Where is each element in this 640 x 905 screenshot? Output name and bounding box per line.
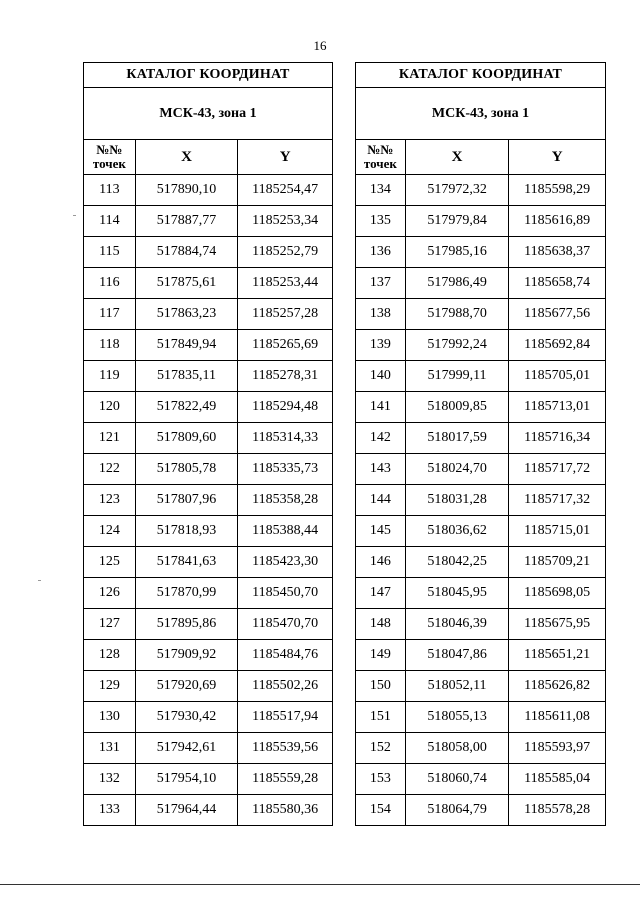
y-coordinate-cell: 1185578,28: [509, 795, 606, 826]
y-coordinate-cell: 1185638,37: [509, 237, 606, 268]
y-coordinate-cell: 1185709,21: [509, 547, 606, 578]
x-coordinate-cell: 517979,84: [405, 206, 509, 237]
x-coordinate-cell: 517895,86: [135, 609, 238, 640]
y-coordinate-cell: 1185626,82: [509, 671, 606, 702]
point-number-cell: 130: [84, 702, 136, 733]
table-row: [84, 547, 333, 578]
point-number-cell: 142: [356, 423, 406, 454]
y-coordinate-cell: 1185658,74: [509, 268, 606, 299]
x-coordinate-cell: 518052,11: [405, 671, 509, 702]
x-coordinate-cell: 517870,99: [135, 578, 238, 609]
table-row: [356, 485, 606, 516]
y-coordinate-cell: 1185716,34: [509, 423, 606, 454]
table-row: [84, 609, 333, 640]
table-row: [356, 671, 606, 702]
point-number-cell: 123: [84, 485, 136, 516]
x-coordinate-cell: 517986,49: [405, 268, 509, 299]
y-coordinate-cell: 1185314,33: [238, 423, 333, 454]
point-number-cell: 148: [356, 609, 406, 640]
page-number: 16: [313, 38, 327, 53]
point-number-cell: 122: [84, 454, 136, 485]
point-number-cell: 131: [84, 733, 136, 764]
y-coordinate-cell: 1185253,34: [238, 206, 333, 237]
y-coordinate-cell: 1185388,44: [238, 516, 333, 547]
point-number-cell: 120: [84, 392, 136, 423]
point-number-cell: 117: [84, 299, 136, 330]
y-coordinate-cell: 1185257,28: [238, 299, 333, 330]
y-coordinate-cell: 1185611,08: [509, 702, 606, 733]
x-coordinate-cell: 518017,59: [405, 423, 509, 454]
table-row: [356, 268, 606, 299]
table-row: [84, 764, 333, 795]
y-coordinate-cell: 1185423,30: [238, 547, 333, 578]
table-row: [84, 268, 333, 299]
table-row: [84, 392, 333, 423]
point-number-cell: 127: [84, 609, 136, 640]
y-header: Y: [238, 140, 333, 175]
table-row: [356, 516, 606, 547]
point-number-cell: 135: [356, 206, 406, 237]
table-row: [84, 516, 333, 547]
table-row: [356, 609, 606, 640]
scan-speck: [73, 215, 76, 216]
x-coordinate-cell: 517835,11: [135, 361, 238, 392]
x-coordinate-cell: 518060,74: [405, 764, 509, 795]
x-coordinate-cell: 518036,62: [405, 516, 509, 547]
point-number-header: №№ точек: [84, 140, 136, 175]
coordinate-system: МСК-43, зона 1: [84, 88, 333, 140]
table-row: [356, 454, 606, 485]
table-row: [356, 423, 606, 454]
table-row: [356, 640, 606, 671]
y-coordinate-cell: 1185470,70: [238, 609, 333, 640]
y-header: Y: [509, 140, 606, 175]
y-coordinate-cell: 1185278,31: [238, 361, 333, 392]
x-coordinate-cell: 518046,39: [405, 609, 509, 640]
y-coordinate-cell: 1185294,48: [238, 392, 333, 423]
coordinate-catalog-table-left: [83, 62, 333, 826]
y-coordinate-cell: 1185254,47: [238, 175, 333, 206]
y-coordinate-cell: 1185335,73: [238, 454, 333, 485]
x-coordinate-cell: 518055,13: [405, 702, 509, 733]
point-number-cell: 149: [356, 640, 406, 671]
point-number-cell: 144: [356, 485, 406, 516]
y-coordinate-cell: 1185713,01: [509, 392, 606, 423]
y-coordinate-cell: 1185698,05: [509, 578, 606, 609]
table-row: [84, 237, 333, 268]
table-row: [356, 175, 606, 206]
table-row: [84, 795, 333, 826]
x-coordinate-cell: 517822,49: [135, 392, 238, 423]
catalog-title: КАТАЛОГ КООРДИНАТ: [356, 63, 606, 88]
x-coordinate-cell: 518024,70: [405, 454, 509, 485]
point-number-cell: 115: [84, 237, 136, 268]
table-row: [356, 299, 606, 330]
x-coordinate-cell: 517887,77: [135, 206, 238, 237]
y-coordinate-cell: 1185580,36: [238, 795, 333, 826]
x-coordinate-cell: 518045,95: [405, 578, 509, 609]
point-number-cell: 113: [84, 175, 136, 206]
bottom-rule: [0, 884, 640, 885]
x-coordinate-cell: 518042,25: [405, 547, 509, 578]
point-number-cell: 128: [84, 640, 136, 671]
point-number-cell: 118: [84, 330, 136, 361]
x-coordinate-cell: 518047,86: [405, 640, 509, 671]
y-coordinate-cell: 1185253,44: [238, 268, 333, 299]
x-coordinate-cell: 517807,96: [135, 485, 238, 516]
point-number-cell: 134: [356, 175, 406, 206]
x-coordinate-cell: 517999,11: [405, 361, 509, 392]
y-coordinate-cell: 1185502,26: [238, 671, 333, 702]
point-number-cell: 141: [356, 392, 406, 423]
x-coordinate-cell: 517863,23: [135, 299, 238, 330]
point-number-cell: 151: [356, 702, 406, 733]
point-number-header: №№ точек: [356, 140, 406, 175]
y-coordinate-cell: 1185585,04: [509, 764, 606, 795]
y-coordinate-cell: 1185593,97: [509, 733, 606, 764]
x-coordinate-cell: 517920,69: [135, 671, 238, 702]
x-coordinate-cell: 517909,92: [135, 640, 238, 671]
point-number-cell: 147: [356, 578, 406, 609]
y-coordinate-cell: 1185598,29: [509, 175, 606, 206]
x-coordinate-cell: 518058,00: [405, 733, 509, 764]
y-coordinate-cell: 1185651,21: [509, 640, 606, 671]
x-header: X: [405, 140, 509, 175]
x-coordinate-cell: 517964,44: [135, 795, 238, 826]
x-coordinate-cell: 517805,78: [135, 454, 238, 485]
table-row: [356, 392, 606, 423]
x-header: X: [135, 140, 238, 175]
table-row: [356, 330, 606, 361]
table-row: [356, 702, 606, 733]
point-number-cell: 116: [84, 268, 136, 299]
table-row: [84, 330, 333, 361]
table-row: [356, 547, 606, 578]
point-number-cell: 124: [84, 516, 136, 547]
point-number-cell: 114: [84, 206, 136, 237]
table-row: [84, 702, 333, 733]
x-coordinate-cell: 518009,85: [405, 392, 509, 423]
table-row: [356, 795, 606, 826]
table-row: [356, 578, 606, 609]
x-coordinate-cell: 517875,61: [135, 268, 238, 299]
x-coordinate-cell: 517985,16: [405, 237, 509, 268]
y-coordinate-cell: 1185717,32: [509, 485, 606, 516]
x-coordinate-cell: 517988,70: [405, 299, 509, 330]
point-number-cell: 121: [84, 423, 136, 454]
x-coordinate-cell: 517942,61: [135, 733, 238, 764]
x-coordinate-cell: 517972,32: [405, 175, 509, 206]
table-row: [84, 733, 333, 764]
x-coordinate-cell: 517818,93: [135, 516, 238, 547]
y-coordinate-cell: 1185539,56: [238, 733, 333, 764]
y-coordinate-cell: 1185484,76: [238, 640, 333, 671]
y-coordinate-cell: 1185358,28: [238, 485, 333, 516]
table-row: [356, 361, 606, 392]
x-coordinate-cell: 517841,63: [135, 547, 238, 578]
x-coordinate-cell: 517849,94: [135, 330, 238, 361]
point-number-cell: 154: [356, 795, 406, 826]
point-number-cell: 126: [84, 578, 136, 609]
point-number-cell: 136: [356, 237, 406, 268]
y-coordinate-cell: 1185705,01: [509, 361, 606, 392]
y-coordinate-cell: 1185717,72: [509, 454, 606, 485]
y-coordinate-cell: 1185677,56: [509, 299, 606, 330]
point-number-cell: 139: [356, 330, 406, 361]
point-number-cell: 146: [356, 547, 406, 578]
y-coordinate-cell: 1185450,70: [238, 578, 333, 609]
point-number-cell: 150: [356, 671, 406, 702]
x-coordinate-cell: 517954,10: [135, 764, 238, 795]
x-coordinate-cell: 517890,10: [135, 175, 238, 206]
point-number-cell: 129: [84, 671, 136, 702]
point-number-cell: 145: [356, 516, 406, 547]
coordinate-catalog-table-right: [355, 62, 606, 826]
x-coordinate-cell: 517809,60: [135, 423, 238, 454]
table-row: [84, 454, 333, 485]
table-row: [84, 361, 333, 392]
x-coordinate-cell: 518064,79: [405, 795, 509, 826]
catalog-title: КАТАЛОГ КООРДИНАТ: [84, 63, 333, 88]
y-coordinate-cell: 1185265,69: [238, 330, 333, 361]
point-number-cell: 143: [356, 454, 406, 485]
coordinate-system: МСК-43, зона 1: [356, 88, 606, 140]
y-coordinate-cell: 1185517,94: [238, 702, 333, 733]
x-coordinate-cell: 517992,24: [405, 330, 509, 361]
table-row: [84, 485, 333, 516]
point-number-cell: 125: [84, 547, 136, 578]
point-number-cell: 132: [84, 764, 136, 795]
table-row: [356, 206, 606, 237]
point-number-cell: 153: [356, 764, 406, 795]
y-coordinate-cell: 1185675,95: [509, 609, 606, 640]
table-row: [84, 206, 333, 237]
table-row: [356, 733, 606, 764]
point-number-cell: 119: [84, 361, 136, 392]
table-row: [84, 175, 333, 206]
x-coordinate-cell: 517930,42: [135, 702, 238, 733]
table-row: [84, 299, 333, 330]
table-row: [84, 640, 333, 671]
table-row: [356, 237, 606, 268]
y-coordinate-cell: 1185692,84: [509, 330, 606, 361]
table-row: [84, 578, 333, 609]
y-coordinate-cell: 1185616,89: [509, 206, 606, 237]
y-coordinate-cell: 1185252,79: [238, 237, 333, 268]
point-number-cell: 138: [356, 299, 406, 330]
table-row: [84, 671, 333, 702]
point-number-cell: 140: [356, 361, 406, 392]
x-coordinate-cell: 518031,28: [405, 485, 509, 516]
point-number-cell: 133: [84, 795, 136, 826]
y-coordinate-cell: 1185715,01: [509, 516, 606, 547]
table-row: [356, 764, 606, 795]
point-number-cell: 137: [356, 268, 406, 299]
point-number-cell: 152: [356, 733, 406, 764]
scan-speck: [38, 580, 41, 581]
y-coordinate-cell: 1185559,28: [238, 764, 333, 795]
table-row: [84, 423, 333, 454]
x-coordinate-cell: 517884,74: [135, 237, 238, 268]
